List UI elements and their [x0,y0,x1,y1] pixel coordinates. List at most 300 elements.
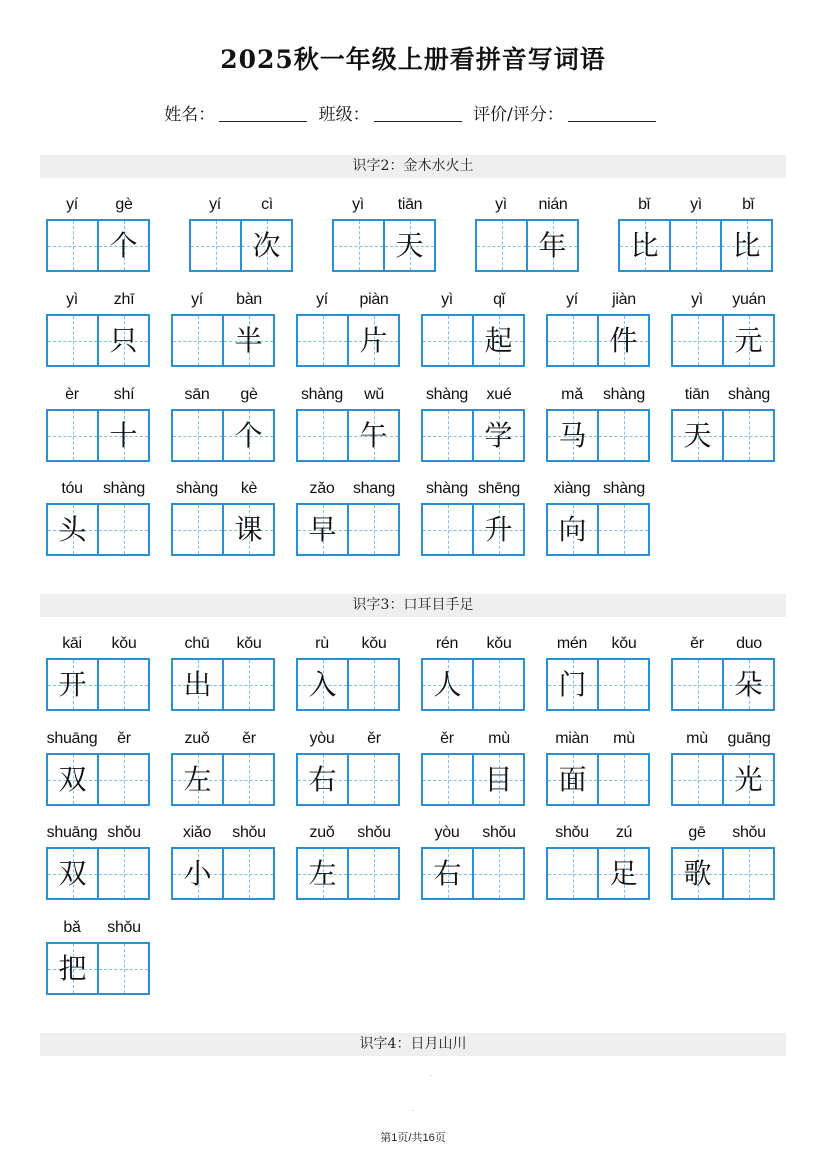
pinyin-syllable: gē [688,824,706,841]
pinyin-syllable: tiān [684,386,710,403]
character-cell-blank[interactable] [722,847,775,900]
hanzi-character [474,660,523,709]
character-cell-filled [97,314,150,367]
pinyin-syllable: zú [615,824,633,841]
pinyin-syllable: nián [538,196,568,213]
pinyin-syllable: yì [352,196,364,213]
pinyin-syllable: yí [191,291,203,308]
pinyin-syllable: shǒu [555,824,589,841]
hanzi-character: 只 [109,324,138,357]
pinyin-syllable: ěr [367,730,381,747]
character-cell-blank[interactable] [347,658,400,711]
pinyin-syllable: yòu [309,730,335,747]
pinyin-line [332,196,436,218]
pinyin-syllable: shàng [175,480,219,497]
hanzi-character: 学 [484,419,513,452]
character-cell-filled [722,753,775,806]
class-blank[interactable] [374,121,462,122]
character-cell-filled [347,314,400,367]
pinyin-line [546,635,650,657]
character-cell-filled [720,219,773,272]
character-cell-blank[interactable] [296,409,349,462]
pinyin-line [46,730,150,752]
character-cell-blank[interactable] [97,503,150,556]
character-cell-blank[interactable] [671,314,724,367]
character-cell-blank[interactable] [189,219,242,272]
pinyin-syllable: xiǎo [182,824,212,841]
pinyin-line [46,824,150,846]
pinyin-line [546,730,650,752]
character-cell-filled [222,314,275,367]
hanzi-character [349,505,398,554]
pinyin-line [421,635,525,657]
hanzi-character: 歌 [683,857,712,890]
hanzi-character [724,849,773,898]
pinyin-syllable: mù [613,730,635,747]
character-cell-filled [671,847,724,900]
pinyin-syllable: guāng [727,730,771,747]
hanzi-character [298,411,347,460]
hanzi-character: 光 [734,763,763,796]
pinyin-syllable: bàn [236,291,262,308]
character-cell-filled [472,409,525,462]
hanzi-character: 双 [58,763,87,796]
pinyin-line [671,730,775,752]
hanzi-character [99,849,148,898]
pinyin-syllable: shàng [425,480,469,497]
pinyin-line [46,635,150,657]
hanzi-character [224,849,273,898]
pinyin-syllable: mù [488,730,510,747]
hanzi-character [599,755,648,804]
hanzi-character: 右 [308,763,337,796]
character-cell-blank[interactable] [222,847,275,900]
hanzi-character [99,944,148,993]
section-heading-shizi-3: 识字3：口耳目手足 [40,594,786,617]
pinyin-syllable: yì [691,291,703,308]
character-cell-blank[interactable] [472,847,525,900]
hanzi-character: 小 [183,857,212,890]
hanzi-character: 个 [234,419,263,452]
hanzi-character: 开 [58,668,87,701]
pinyin-syllable: zǎo [309,480,335,497]
hanzi-character: 个 [109,229,138,262]
hanzi-character: 升 [484,513,513,546]
character-cell-filled [222,503,275,556]
character-cell-blank[interactable] [722,409,775,462]
hanzi-character [673,660,722,709]
pinyin-syllable: shǒu [482,824,516,841]
pinyin-line [46,196,150,218]
character-cell-blank[interactable] [46,314,99,367]
hanzi-character: 头 [58,513,87,546]
character-cell-blank[interactable] [421,753,474,806]
hanzi-character [349,660,398,709]
hanzi-character [423,505,472,554]
hanzi-character: 十 [109,419,138,452]
hanzi-character: 课 [234,513,263,546]
hanzi-character [48,411,97,460]
character-cell-blank[interactable] [475,219,528,272]
pinyin-line [171,291,275,313]
pinyin-syllable: shǒu [732,824,766,841]
pinyin-syllable: rù [315,635,329,652]
pinyin-syllable: mén [556,635,588,652]
pinyin-syllable: shàng [102,480,146,497]
character-cell-filled [671,409,724,462]
character-cell-blank[interactable] [97,753,150,806]
pinyin-line [189,196,293,218]
pinyin-line [171,480,275,502]
name-blank[interactable] [219,121,307,122]
hanzi-character [599,660,648,709]
pinyin-line [296,480,400,502]
hanzi-character: 门 [558,668,587,701]
pinyin-syllable: yí [66,196,78,213]
pinyin-line [46,480,150,502]
character-cell-filled [97,409,150,462]
pinyin-line [421,730,525,752]
hanzi-character [334,221,383,270]
character-cell-blank[interactable] [97,847,150,900]
hanzi-character [349,755,398,804]
pinyin-syllable: jiàn [612,291,636,308]
character-cell-blank[interactable] [597,658,650,711]
hanzi-character: 起 [484,324,513,357]
character-cell-blank[interactable] [546,847,599,900]
character-cell-blank[interactable] [347,503,400,556]
hanzi-character [48,221,97,270]
hanzi-character [477,221,526,270]
hanzi-character: 天 [395,229,424,262]
pinyin-syllable: ěr [440,730,454,747]
character-cell-blank[interactable] [597,503,650,556]
hanzi-character [99,660,148,709]
pinyin-syllable: ěr [690,635,704,652]
pinyin-syllable: yuán [732,291,766,308]
character-cell-filled [97,219,150,272]
hanzi-character [423,411,472,460]
hanzi-character: 右 [433,857,462,890]
pinyin-line [296,635,400,657]
hanzi-character [474,849,523,898]
hanzi-character [298,316,347,365]
pinyin-syllable: piàn [359,291,389,308]
pinyin-line [46,291,150,313]
pinyin-syllable: yí [566,291,578,308]
pinyin-line [421,480,525,502]
pinyin-line [671,386,775,408]
pinyin-syllable: mù [686,730,708,747]
pinyin-syllable: xiàng [553,480,591,497]
pinyin-line [171,824,275,846]
hanzi-character: 马 [558,419,587,452]
pinyin-syllable: gè [115,196,133,213]
character-cell-blank[interactable] [472,658,525,711]
pinyin-syllable: kǒu [361,635,387,652]
character-cell-filled [421,847,474,900]
hanzi-character [673,316,722,365]
character-cell-blank[interactable] [597,753,650,806]
pinyin-syllable: miàn [555,730,589,747]
character-cell-filled [347,409,400,462]
hanzi-character: 左 [308,857,337,890]
pinyin-syllable: shǒu [107,919,141,936]
hanzi-character: 午 [359,419,388,452]
pinyin-line [296,730,400,752]
hanzi-character: 件 [609,324,638,357]
pinyin-syllable: bǎ [63,919,81,936]
character-cell-blank[interactable] [332,219,385,272]
hanzi-character [673,755,722,804]
character-cell-filled [722,314,775,367]
page-title: 2025秋一年级上册看拼音写词语 [220,45,606,74]
hanzi-character [99,755,148,804]
character-cell-filled [472,503,525,556]
pinyin-line [46,386,150,408]
hanzi-character: 天 [683,419,712,452]
pinyin-syllable: kè [240,480,258,497]
pinyin-syllable: shuāng [46,824,98,841]
hanzi-character: 人 [433,668,462,701]
pinyin-line [618,196,774,218]
pinyin-syllable: gè [240,386,258,403]
grade-label: 评价/评分： [473,105,564,125]
hanzi-character [724,411,773,460]
character-cell-blank[interactable] [222,753,275,806]
pinyin-syllable: shēng [477,480,521,497]
hanzi-character: 向 [558,513,587,546]
character-cell-blank[interactable] [171,409,224,462]
pinyin-syllable: shang [352,480,396,497]
pinyin-syllable: shàng [727,386,771,403]
character-cell-blank[interactable] [97,942,150,995]
pinyin-line [546,824,650,846]
hanzi-character: 入 [308,668,337,701]
pinyin-syllable: yí [316,291,328,308]
character-cell-filled [46,503,99,556]
character-cell-blank[interactable] [421,503,474,556]
pinyin-syllable: yì [495,196,507,213]
pinyin-syllable: xué [486,386,512,403]
pinyin-syllable: kāi [62,635,82,652]
hanzi-character [173,411,222,460]
pinyin-line [546,480,650,502]
pinyin-syllable: rén [435,635,459,652]
pinyin-line [296,291,400,313]
hanzi-character: 左 [183,763,212,796]
character-cell-blank[interactable] [671,658,724,711]
hanzi-character [671,221,720,270]
character-cell-filled [240,219,293,272]
character-cell-filled [618,219,671,272]
hanzi-character [173,505,222,554]
pinyin-syllable: kǒu [111,635,137,652]
pinyin-syllable: ěr [117,730,131,747]
hanzi-character: 比 [732,229,761,262]
hanzi-character [423,755,472,804]
hanzi-character [224,660,273,709]
character-cell-blank[interactable] [296,314,349,367]
hanzi-character [224,755,273,804]
character-cell-filled [171,753,224,806]
name-label: 姓名： [164,105,216,125]
hanzi-character: 双 [58,857,87,890]
pinyin-syllable: yì [690,196,702,213]
character-cell-filled [546,658,599,711]
character-cell-filled [171,847,224,900]
pinyin-line [171,730,275,752]
character-cell-blank[interactable] [171,314,224,367]
character-cell-filled [222,409,275,462]
pinyin-syllable: yì [66,291,78,308]
character-cell-filled [546,409,599,462]
character-cell-filled [597,314,650,367]
hanzi-character: 足 [609,857,638,890]
hanzi-character [48,316,97,365]
character-cell-filled [526,219,579,272]
character-cell-filled [296,503,349,556]
character-cell-filled [46,942,99,995]
class-label: 班级： [318,105,370,125]
pinyin-syllable: bǐ [638,196,650,213]
scan-dot: · [430,1073,432,1080]
pinyin-line [421,824,525,846]
pinyin-line [671,824,775,846]
hanzi-character: 片 [359,324,388,357]
pinyin-syllable: shǒu [107,824,141,841]
pinyin-syllable: tiān [397,196,423,213]
character-cell-blank[interactable] [347,753,400,806]
hanzi-character [173,316,222,365]
pinyin-line [171,635,275,657]
grade-blank[interactable] [568,121,656,122]
hanzi-character [191,221,240,270]
character-cell-blank[interactable] [46,219,99,272]
pinyin-syllable: cì [261,196,273,213]
character-cell-filled [421,658,474,711]
pinyin-syllable: èr [65,386,79,403]
pinyin-syllable: kǒu [236,635,262,652]
character-cell-blank[interactable] [669,219,722,272]
character-cell-blank[interactable] [546,314,599,367]
pinyin-line [46,919,150,941]
hanzi-character [599,505,648,554]
pinyin-syllable: bǐ [742,196,754,213]
section-heading-shizi-2: 识字2：金木水火土 [40,155,786,178]
hanzi-character: 元 [734,324,763,357]
hanzi-character: 早 [308,513,337,546]
character-cell-filled [296,847,349,900]
pinyin-syllable: zuǒ [184,730,210,747]
character-cell-blank[interactable] [171,503,224,556]
pinyin-syllable: sān [184,386,210,403]
character-cell-filled [383,219,436,272]
character-cell-filled [472,314,525,367]
pinyin-syllable: yì [441,291,453,308]
hanzi-character: 次 [252,229,281,262]
character-cell-blank[interactable] [347,847,400,900]
pinyin-line [475,196,579,218]
page-number: 第1页/共16页 [380,1132,446,1144]
character-cell-blank[interactable] [222,658,275,711]
hanzi-character: 把 [58,952,87,985]
pinyin-syllable: zhī [113,291,135,308]
scan-dot: · [412,1108,414,1115]
character-cell-blank[interactable] [46,409,99,462]
character-cell-filled [597,847,650,900]
character-cell-filled [546,753,599,806]
hanzi-character: 面 [558,763,587,796]
pinyin-syllable: tóu [61,480,83,497]
pinyin-line [421,291,525,313]
character-cell-filled [46,658,99,711]
pinyin-line [671,635,775,657]
hanzi-character [349,849,398,898]
pinyin-line [296,824,400,846]
pinyin-syllable: mǎ [561,386,583,403]
pinyin-line [296,386,400,408]
pinyin-syllable: yòu [434,824,460,841]
pinyin-syllable: chū [184,635,210,652]
pinyin-syllable: shàng [602,386,646,403]
pinyin-syllable: duo [736,635,762,652]
pinyin-line [546,386,650,408]
character-cell-filled [46,847,99,900]
hanzi-character: 半 [234,324,263,357]
pinyin-syllable: shuāng [46,730,98,747]
hanzi-character: 年 [538,229,567,262]
character-cell-filled [296,753,349,806]
character-cell-blank[interactable] [97,658,150,711]
hanzi-character: 目 [484,763,513,796]
pinyin-syllable: qǐ [493,291,505,308]
pinyin-syllable: shàng [425,386,469,403]
pinyin-line [546,291,650,313]
character-cell-blank[interactable] [421,409,474,462]
character-cell-filled [171,658,224,711]
hanzi-character [548,849,597,898]
pinyin-syllable: shǒu [232,824,266,841]
pinyin-syllable: yí [209,196,221,213]
hanzi-character: 出 [183,668,212,701]
character-cell-blank[interactable] [671,753,724,806]
pinyin-line [671,291,775,313]
character-cell-filled [546,503,599,556]
character-cell-blank[interactable] [597,409,650,462]
section-heading-shizi-4: 识字4：日月山川 [40,1033,786,1056]
student-info-line [0,100,826,125]
pinyin-syllable: shǒu [357,824,391,841]
pinyin-syllable: wǔ [364,386,384,403]
pinyin-line [421,386,525,408]
hanzi-character [99,505,148,554]
pinyin-syllable: shàng [602,480,646,497]
pinyin-syllable: kǒu [611,635,637,652]
pinyin-syllable: ěr [242,730,256,747]
pinyin-syllable: zuǒ [309,824,335,841]
hanzi-character [599,411,648,460]
pinyin-syllable: shàng [300,386,344,403]
pinyin-line [171,386,275,408]
hanzi-character [548,316,597,365]
character-cell-blank[interactable] [421,314,474,367]
hanzi-character: 比 [630,229,659,262]
character-cell-filled [296,658,349,711]
character-cell-filled [46,753,99,806]
character-cell-filled [722,658,775,711]
pinyin-syllable: shí [113,386,135,403]
